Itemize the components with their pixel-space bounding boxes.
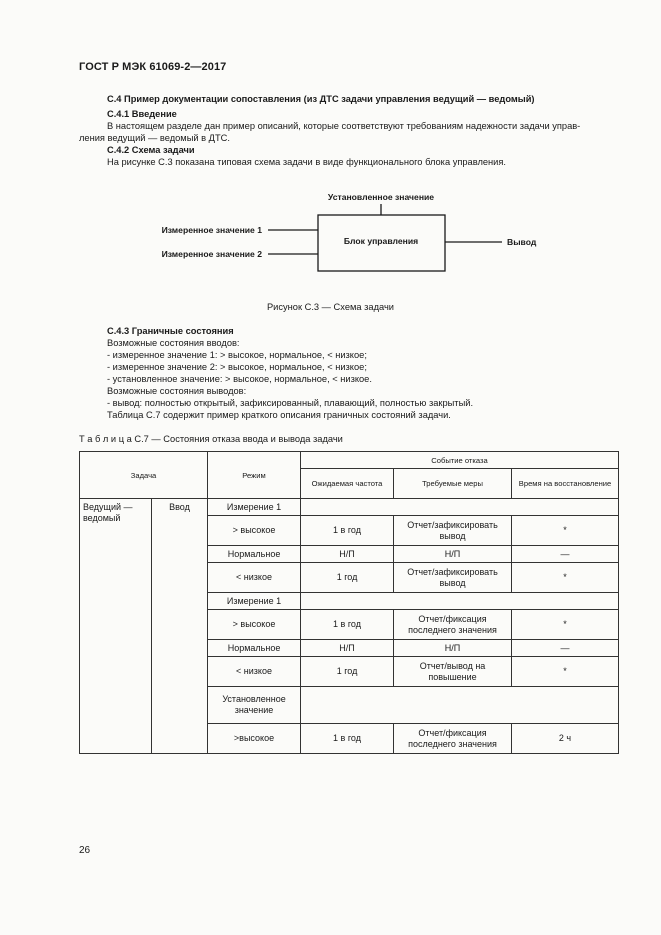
recovery-cell: 2 ч bbox=[512, 724, 619, 754]
empty-group-cell bbox=[301, 687, 619, 724]
recovery-cell: * bbox=[512, 516, 619, 546]
input2-label: Измеренное значение 2 bbox=[161, 249, 262, 259]
inputs-heading: Возможные состояния вводов: bbox=[107, 338, 240, 348]
frequency-cell: 1 в год bbox=[301, 516, 394, 546]
mode-cell: > высокое bbox=[208, 516, 301, 546]
section-c41-text-line1: В настоящем разделе дан пример описаний, которые соответствуют требованиям надежности задачи управ- bbox=[107, 121, 581, 131]
frequency-cell: 1 год bbox=[301, 563, 394, 593]
output-label: Вывод bbox=[507, 237, 537, 247]
mode-cell: > высокое bbox=[208, 610, 301, 640]
mode-cell: < низкое bbox=[208, 563, 301, 593]
frequency-cell: 1 год bbox=[301, 657, 394, 687]
measures-cell: Отчет/фиксация последнего значения bbox=[394, 610, 512, 640]
measures-cell: Отчет/фиксация последнего значения bbox=[394, 724, 512, 754]
input-state-item: - измеренное значение 1: > высокое, нормальное, < низкое; bbox=[107, 350, 367, 360]
frequency-cell: 1 в год bbox=[301, 724, 394, 754]
table-caption-prefix: Т а б л и ц а С.7 bbox=[79, 434, 149, 444]
recovery-cell: — bbox=[512, 546, 619, 563]
setpoint-label: Установленное значение bbox=[327, 192, 435, 202]
task-diagram bbox=[0, 185, 661, 285]
recovery-cell: * bbox=[512, 563, 619, 593]
table-group-row bbox=[80, 499, 619, 516]
control-block-label: Блок управления bbox=[343, 236, 419, 246]
mode-cell: Нормальное bbox=[208, 640, 301, 657]
recovery-cell: — bbox=[512, 640, 619, 657]
input1-label: Измеренное значение 1 bbox=[161, 225, 262, 235]
measures-cell: Отчет/зафиксировать вывод bbox=[394, 516, 512, 546]
mode-cell: < низкое bbox=[208, 657, 301, 687]
header-task: Задача bbox=[80, 452, 208, 499]
section-c4-title: С.4 Пример документации сопоставления (из ДТС задачи управления ведущий — ведомый) bbox=[107, 94, 535, 104]
header-failure-event: Событие отказа bbox=[301, 452, 619, 469]
table-caption bbox=[79, 433, 343, 445]
measures-cell: Н/П bbox=[394, 546, 512, 563]
task-name-cell: Ведущий — ведомый bbox=[80, 499, 152, 754]
measures-cell: Н/П bbox=[394, 640, 512, 657]
mode-cell: Нормальное bbox=[208, 546, 301, 563]
header-expected-frequency: Ожидаемая частота bbox=[301, 469, 394, 499]
mode-cell: >высокое bbox=[208, 724, 301, 754]
table-reference-text: Таблица С.7 содержит пример краткого описания граничных состояний задачи. bbox=[107, 410, 451, 420]
section-c41-title: С.4.1 Введение bbox=[107, 109, 177, 119]
measures-cell: Отчет/вывод на повышение bbox=[394, 657, 512, 687]
header-mode: Режим bbox=[208, 452, 301, 499]
section-c42-text: На рисунке С.3 показана типовая схема задачи в виде функционального блока управления. bbox=[107, 157, 506, 167]
mode-cell: Установленное значение bbox=[208, 687, 301, 724]
figure-caption: Рисунок С.3 — Схема задачи bbox=[266, 302, 394, 312]
task-type-cell: Ввод bbox=[152, 499, 208, 754]
empty-group-cell bbox=[301, 499, 619, 516]
section-c41-text-line2: ления ведущий — ведомый в ДТС. bbox=[79, 133, 230, 143]
measures-cell: Отчет/зафиксировать вывод bbox=[394, 563, 512, 593]
section-c42-title: С.4.2 Схема задачи bbox=[107, 145, 195, 155]
output-state-item: - вывод: полностью открытый, зафиксированный, плавающий, полностью закрытый. bbox=[107, 398, 474, 408]
page-number: 26 bbox=[79, 845, 91, 856]
failure-states-table bbox=[79, 451, 619, 754]
header-required-measures: Требуемые меры bbox=[394, 469, 512, 499]
table-body bbox=[80, 499, 619, 754]
recovery-cell: * bbox=[512, 657, 619, 687]
recovery-cell: * bbox=[512, 610, 619, 640]
empty-group-cell bbox=[301, 593, 619, 610]
document-header: ГОСТ Р МЭК 61069-2—2017 bbox=[79, 61, 227, 73]
frequency-cell: Н/П bbox=[301, 546, 394, 563]
mode-cell: Измерение 1 bbox=[208, 593, 301, 610]
frequency-cell: 1 в год bbox=[301, 610, 394, 640]
input-state-item: - измеренное значение 2: > высокое, нормальное, < низкое; bbox=[107, 362, 367, 372]
section-c43-title: С.4.3 Граничные состояния bbox=[107, 326, 234, 336]
mode-cell: Измерение 1 bbox=[208, 499, 301, 516]
input-state-item: - установленное значение: > высокое, нормальное, < низкое. bbox=[107, 374, 372, 384]
frequency-cell: Н/П bbox=[301, 640, 394, 657]
table-caption-rest: — Состояния отказа ввода и вывода задачи bbox=[148, 434, 343, 444]
outputs-heading: Возможные состояния выводов: bbox=[107, 386, 247, 396]
header-recovery-time: Время на восстановление bbox=[512, 469, 619, 499]
